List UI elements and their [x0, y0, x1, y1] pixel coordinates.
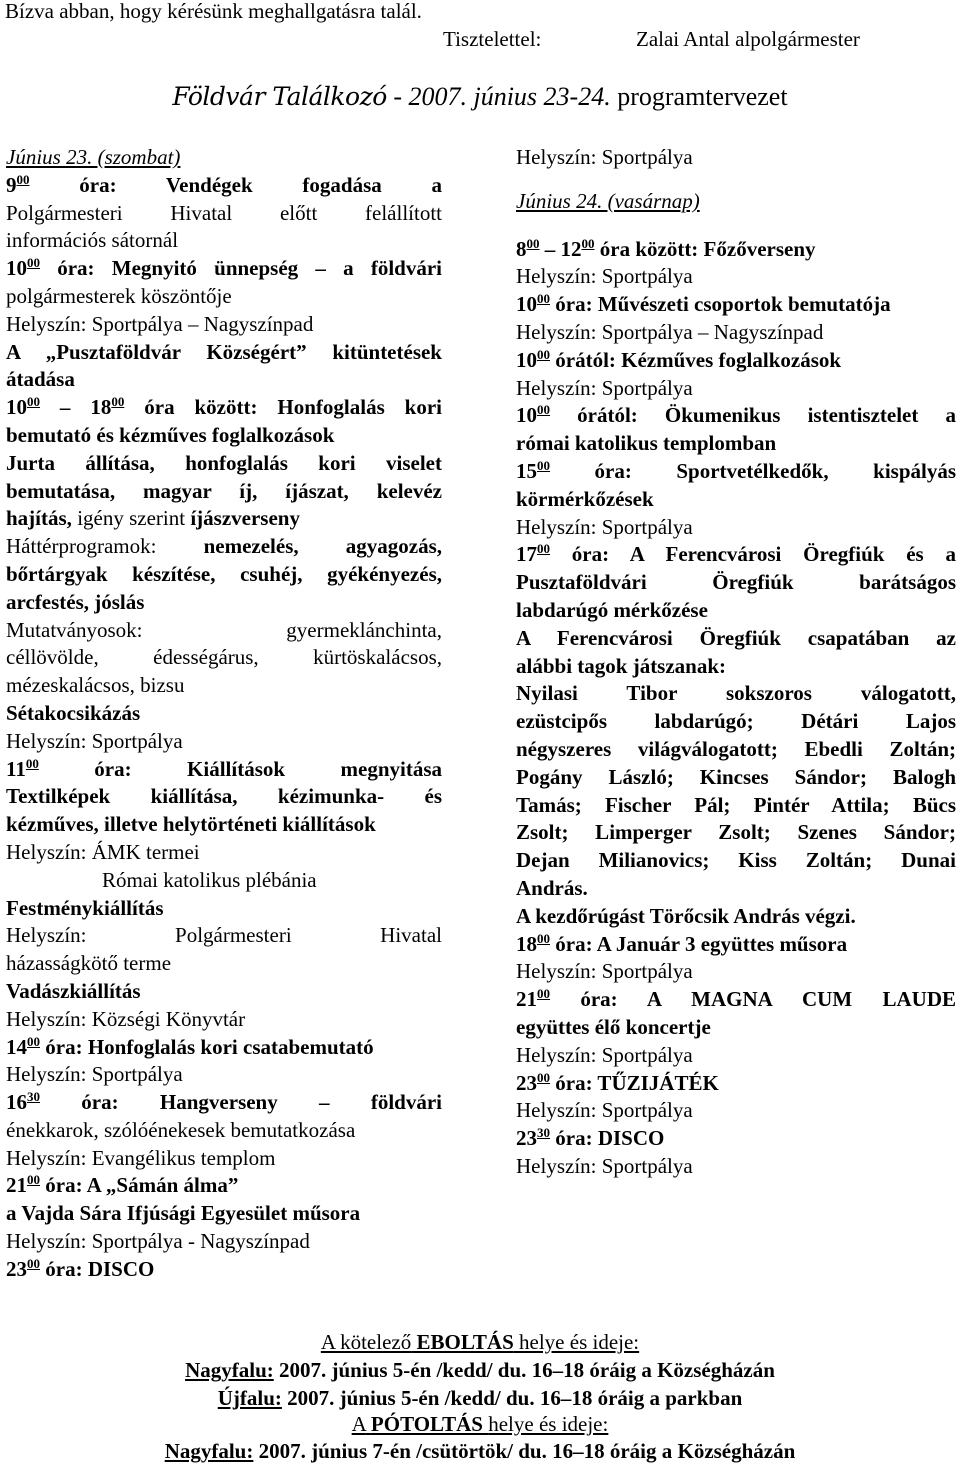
time-minutes: 00 — [27, 1172, 40, 1188]
title-suffix: programtervezet — [617, 82, 788, 111]
text-fragment — [516, 903, 956, 931]
text-fragment — [516, 237, 816, 261]
text-fragment — [6, 811, 442, 839]
text-fragment — [516, 708, 956, 736]
location-text: Római katolikus plébánia — [102, 867, 317, 892]
text-fragment: 18 — [516, 931, 537, 956]
text-fragment — [516, 1071, 719, 1095]
text-fragment: római katolikus templomban — [516, 431, 777, 456]
text-fragment: hajítás, — [6, 506, 72, 531]
text-fragment — [516, 569, 956, 597]
text-fragment: 2007. június 5-én /kedd/ du. 16–18 óráig a parkban — [287, 1386, 743, 1410]
text-fragment — [516, 402, 956, 430]
text-fragment — [516, 236, 956, 264]
text-fragment — [6, 895, 442, 923]
vaccination-line-2 — [0, 1384, 960, 1412]
text-fragment: Pusztaföldvári Öregfiúk barátságos — [516, 570, 956, 595]
text-fragment — [516, 819, 956, 847]
left-column — [6, 144, 442, 1284]
text-fragment: Textilképek kiállítása, kézimunka- és — [6, 784, 442, 809]
text-fragment: átadása — [6, 367, 75, 392]
text-fragment — [6, 339, 442, 367]
vaccination-heading — [0, 1328, 960, 1356]
text-fragment — [6, 700, 442, 728]
text-fragment: Sétakocsikázás — [6, 700, 141, 725]
text-fragment: íjászverseny — [190, 506, 300, 531]
time-minutes: 00 — [526, 235, 540, 251]
event-text: Mutatványosok: gyermeklánchinta, — [6, 617, 442, 642]
time-minutes: 00 — [27, 1033, 40, 1049]
text-fragment — [516, 847, 956, 875]
text-fragment — [6, 255, 442, 283]
text-fragment — [6, 1034, 442, 1062]
text-fragment: 16 — [6, 1090, 27, 1115]
text-fragment — [6, 1089, 442, 1117]
text-fragment: arcfestés, jóslás — [6, 589, 145, 614]
text-fragment — [6, 256, 442, 280]
text-fragment — [6, 1256, 442, 1284]
event-text: mézeskalácsos, bizsu — [6, 673, 185, 698]
text-fragment: ezüstcipős labdarúgó; Détári Lajos — [516, 709, 956, 734]
intro-text: Bízva abban, hogy kérésünk meghallgatásra talál. — [5, 0, 422, 23]
text-fragment — [6, 783, 442, 811]
text-fragment: Dejan Milianovics; Kiss Zoltán; Dunai — [516, 848, 956, 873]
text-fragment — [516, 764, 956, 792]
text-fragment: óra: Vendégek fogadása a — [79, 172, 442, 197]
text-fragment — [6, 589, 442, 617]
event-text: polgármesterek köszöntője — [6, 283, 232, 308]
text-fragment — [6, 366, 442, 394]
location-text: Helyszín: Sportpálya – Nagyszínpad — [516, 319, 824, 344]
text-fragment: – — [59, 395, 71, 420]
text-fragment: együttes élő koncertje — [516, 1014, 711, 1039]
time-minutes: 00 — [16, 171, 30, 187]
text-fragment: 15 — [516, 458, 537, 483]
text-fragment: 10 — [516, 403, 537, 428]
text-fragment — [516, 1070, 956, 1098]
text-fragment — [516, 347, 956, 375]
text-fragment — [6, 505, 442, 533]
text-fragment: 9 — [6, 172, 17, 197]
text-fragment: 10 — [6, 256, 27, 281]
text-fragment — [516, 1126, 664, 1150]
text-fragment: labdarúgó mérkőzése — [516, 597, 708, 622]
text-fragment: helye és ideje: — [519, 1330, 640, 1354]
text-fragment: Nyilasi Tibor sokszoros válogatott, — [516, 681, 956, 706]
title-date: - 2007. június 23-24. — [393, 82, 611, 111]
text-fragment: 2007. június 5-én /kedd/ du. 16–18 óráig a Községházán — [279, 1358, 775, 1382]
text-fragment — [516, 987, 956, 1011]
text-fragment: Tamás; Fischer Pál; Pintér Attila; Bücs — [516, 792, 956, 817]
text-fragment: nemezelés, agyagozás, — [203, 534, 443, 559]
text-fragment — [6, 561, 442, 589]
vaccination-line-1 — [0, 1356, 960, 1384]
text-fragment — [516, 486, 956, 514]
day-heading-sun: Június 24. (vasárnap) — [516, 188, 700, 213]
location-text: házasságkötő terme — [6, 951, 172, 976]
time-minutes: 00 — [111, 394, 125, 410]
text-fragment — [516, 291, 956, 319]
text-fragment: Zsolt; Limperger Zsolt; Szenes Sándor; — [516, 820, 956, 845]
text-fragment: 23 — [516, 1070, 537, 1095]
time-minutes: 00 — [27, 255, 40, 271]
time-minutes: 00 — [537, 930, 550, 946]
text-fragment — [516, 403, 956, 427]
time-minutes: 00 — [537, 402, 550, 418]
text-fragment: kézműves, illetve helytörténeti kiállítások — [6, 812, 376, 837]
text-fragment: András. — [516, 875, 588, 900]
text-fragment: körmérkőzések — [516, 486, 654, 511]
location-text: Helyszín: Sportpálya — [516, 145, 693, 169]
location-text: Helyszín: Sportpálya — [516, 959, 693, 984]
text-fragment — [516, 1014, 956, 1042]
text-fragment — [6, 394, 442, 422]
text-fragment: A — [351, 1412, 366, 1436]
location-text: Helyszín: Sportpálya — [6, 728, 183, 753]
text-fragment: Háttérprogramok: — [6, 534, 157, 559]
text-fragment — [516, 875, 956, 903]
text-fragment: Nagyfalu: — [185, 1358, 274, 1382]
time-minutes: 00 — [537, 457, 550, 473]
text-fragment: A kötelező — [320, 1330, 412, 1354]
text-fragment: óra: A MAGNA CUM LAUDE — [580, 987, 956, 1012]
text-fragment: 23 — [6, 1256, 27, 1281]
event-text: információs sátornál — [6, 228, 179, 253]
text-fragment: 21 — [516, 987, 537, 1012]
text-fragment — [516, 541, 956, 569]
text-fragment: óra: Hangverseny – földvári — [81, 1090, 442, 1115]
text-fragment — [6, 173, 442, 197]
text-fragment: Vadászkiállítás — [6, 978, 141, 1003]
text-fragment — [516, 931, 956, 959]
time-minutes: 00 — [537, 986, 550, 1002]
text-fragment — [516, 597, 956, 625]
event-text: céllövölde, édességárus, kürtöskalácsos, — [6, 645, 442, 670]
text-fragment: óra között: Főzőverseny — [599, 236, 816, 261]
text-fragment: óra: DISCO — [45, 1256, 155, 1281]
text-fragment — [516, 430, 956, 458]
text-fragment — [516, 986, 956, 1014]
text-fragment — [516, 216, 956, 236]
text-fragment — [516, 653, 956, 681]
text-fragment — [6, 1200, 442, 1228]
text-fragment — [516, 292, 891, 316]
text-fragment — [6, 1172, 442, 1200]
text-fragment: 18 — [90, 395, 112, 420]
text-fragment: 10 — [516, 292, 537, 317]
text-fragment: óra: Sportvetélkedők, kispályás — [594, 458, 957, 483]
text-fragment: A „Pusztaföldvár Községért” kitüntetések — [6, 339, 442, 364]
text-fragment: – — [544, 236, 556, 261]
location-text: Helyszín: Sportpálya — [516, 1098, 693, 1123]
location-text: Helyszín: Községi Könyvtár — [6, 1006, 246, 1031]
text-fragment — [6, 478, 442, 506]
text-fragment — [516, 458, 956, 486]
text-fragment — [516, 542, 956, 566]
time-minutes: 00 — [581, 235, 595, 251]
makeup-line-1 — [0, 1437, 960, 1465]
text-fragment: A kezdőrúgást Törőcsik András végzi. — [516, 903, 856, 928]
text-fragment: óra között: Honfoglalás kori — [144, 395, 443, 420]
text-fragment — [516, 736, 956, 764]
event-text: énekkarok, szólóénekesek bemutatkozása — [6, 1117, 356, 1142]
text-fragment: Pogány László; Kincses Sándor; Balogh — [516, 764, 956, 789]
text-fragment: órától: Ökumenikus istentisztelet a — [577, 403, 957, 428]
right-column — [516, 144, 956, 1181]
title-script: Földvár Találkozó — [172, 82, 387, 111]
text-fragment: PÓTOLTÁS — [370, 1412, 483, 1436]
day-heading-sat: Június 23. (szombat) — [6, 145, 181, 169]
text-fragment: Jurta állítása, honfoglalás kori viselet — [6, 450, 442, 475]
text-fragment: óra: TŰZIJÁTÉK — [555, 1070, 719, 1095]
text-fragment: igény szerint — [77, 506, 186, 531]
text-fragment: 23 — [516, 1126, 537, 1151]
text-fragment: négyszeres világválogatott; Ebedli Zoltán; — [516, 736, 956, 761]
text-fragment: óra: Művészeti csoportok bemutatója — [555, 292, 891, 317]
text-fragment: bemutatása, magyar íj, íjászat, kelevéz — [6, 478, 442, 503]
text-fragment: óra: Honfoglalás kori csatabemutató — [45, 1034, 374, 1059]
text-fragment: 14 — [6, 1034, 27, 1059]
text-fragment — [516, 932, 847, 956]
text-fragment: 10 — [6, 395, 27, 420]
location-text: Helyszín: Evangélikus templom — [6, 1145, 276, 1170]
location-text: Helyszín: Sportpálya — [516, 1153, 693, 1178]
text-fragment — [6, 978, 442, 1006]
text-fragment: A Ferencvárosi Öregfiúk csapatában az — [516, 625, 956, 650]
text-fragment: Nagyfalu: — [164, 1439, 254, 1463]
text-fragment: óra: Megnyitó ünnepség – a földvári — [57, 256, 443, 281]
text-fragment — [6, 1257, 154, 1281]
text-fragment — [6, 533, 442, 561]
text-fragment — [6, 756, 442, 784]
text-fragment — [6, 172, 442, 200]
text-fragment: 11 — [6, 756, 26, 781]
text-fragment — [516, 348, 841, 372]
text-fragment: 8 — [516, 236, 527, 261]
text-fragment: alábbi tagok játszanak: — [516, 653, 727, 678]
time-minutes: 00 — [537, 541, 550, 557]
text-fragment — [6, 1035, 374, 1059]
text-fragment — [6, 1173, 238, 1197]
page-title — [0, 82, 960, 112]
location-text: Helyszín: Sportpálya — [516, 1042, 693, 1067]
text-fragment: óra: A „Sámán álma” — [45, 1173, 239, 1198]
text-fragment: 21 — [6, 1173, 27, 1198]
location-text: Helyszín: Sportpálya — [516, 264, 693, 289]
time-minutes: 00 — [537, 291, 550, 307]
event-text: Polgármesteri Hivatal előtt felállított — [6, 200, 442, 225]
time-minutes: 00 — [537, 1069, 550, 1085]
text-fragment: óra: DISCO — [555, 1126, 665, 1151]
text-fragment — [516, 792, 956, 820]
text-fragment: órától: Kézműves foglalkozások — [555, 347, 842, 372]
text-fragment: Festménykiállítás — [6, 895, 164, 920]
text-fragment — [6, 757, 442, 781]
text-fragment — [516, 1125, 956, 1153]
text-fragment — [6, 450, 442, 478]
time-minutes: 00 — [537, 346, 550, 362]
text-fragment: a Vajda Sára Ifjúsági Egyesület műsora — [6, 1201, 361, 1226]
signer-text: Zalai Antal alpolgármester — [636, 27, 860, 51]
text-fragment: óra: Kiállítások megnyitása — [94, 756, 443, 781]
location-text: Helyszín: Sportpálya — [516, 375, 693, 400]
text-fragment: bemutató és kézműves foglalkozások — [6, 422, 335, 447]
text-fragment — [516, 459, 956, 483]
location-text: Helyszín: Sportpálya — [516, 514, 693, 539]
text-fragment: Újfalu: — [217, 1386, 282, 1410]
time-minutes: 00 — [27, 1255, 40, 1271]
text-fragment — [6, 422, 442, 450]
text-fragment: EBOLTÁS — [416, 1330, 514, 1354]
makeup-heading — [0, 1410, 960, 1438]
text-fragment — [6, 395, 442, 419]
text-fragment — [516, 625, 956, 653]
location-text: Helyszín: Sportpálya — [6, 1062, 183, 1087]
text-fragment: óra: A Ferencvárosi Öregfiúk és a — [571, 542, 957, 567]
text-fragment: óra: A Január 3 együttes műsora — [555, 931, 848, 956]
time-minutes: 30 — [27, 1089, 40, 1105]
location-text: Helyszín: Sportpálya – Nagyszínpad — [6, 311, 314, 336]
location-text: Helyszín: Polgármesteri Hivatal — [6, 923, 442, 948]
text-fragment: 2007. június 7-én /csütörtök/ du. 16–18 óráig a Községházán — [258, 1439, 796, 1463]
text-fragment: 10 — [516, 347, 537, 372]
location-text: Helyszín: Sportpálya - Nagyszínpad — [6, 1229, 310, 1254]
location-text: Helyszín: ÁMK termei — [6, 839, 200, 864]
text-fragment: 17 — [516, 542, 537, 567]
text-fragment — [6, 1090, 442, 1114]
time-minutes: 00 — [25, 755, 39, 771]
time-minutes: 30 — [537, 1125, 550, 1141]
text-fragment: bőrtárgyak készítése, csuhéj, gyékényezés, — [6, 561, 442, 586]
time-minutes: 00 — [27, 394, 40, 410]
text-fragment: helye és ideje: — [488, 1412, 609, 1436]
text-fragment — [516, 680, 956, 708]
closing-text: Tisztelettel: — [443, 27, 542, 51]
text-fragment: 12 — [560, 236, 582, 261]
